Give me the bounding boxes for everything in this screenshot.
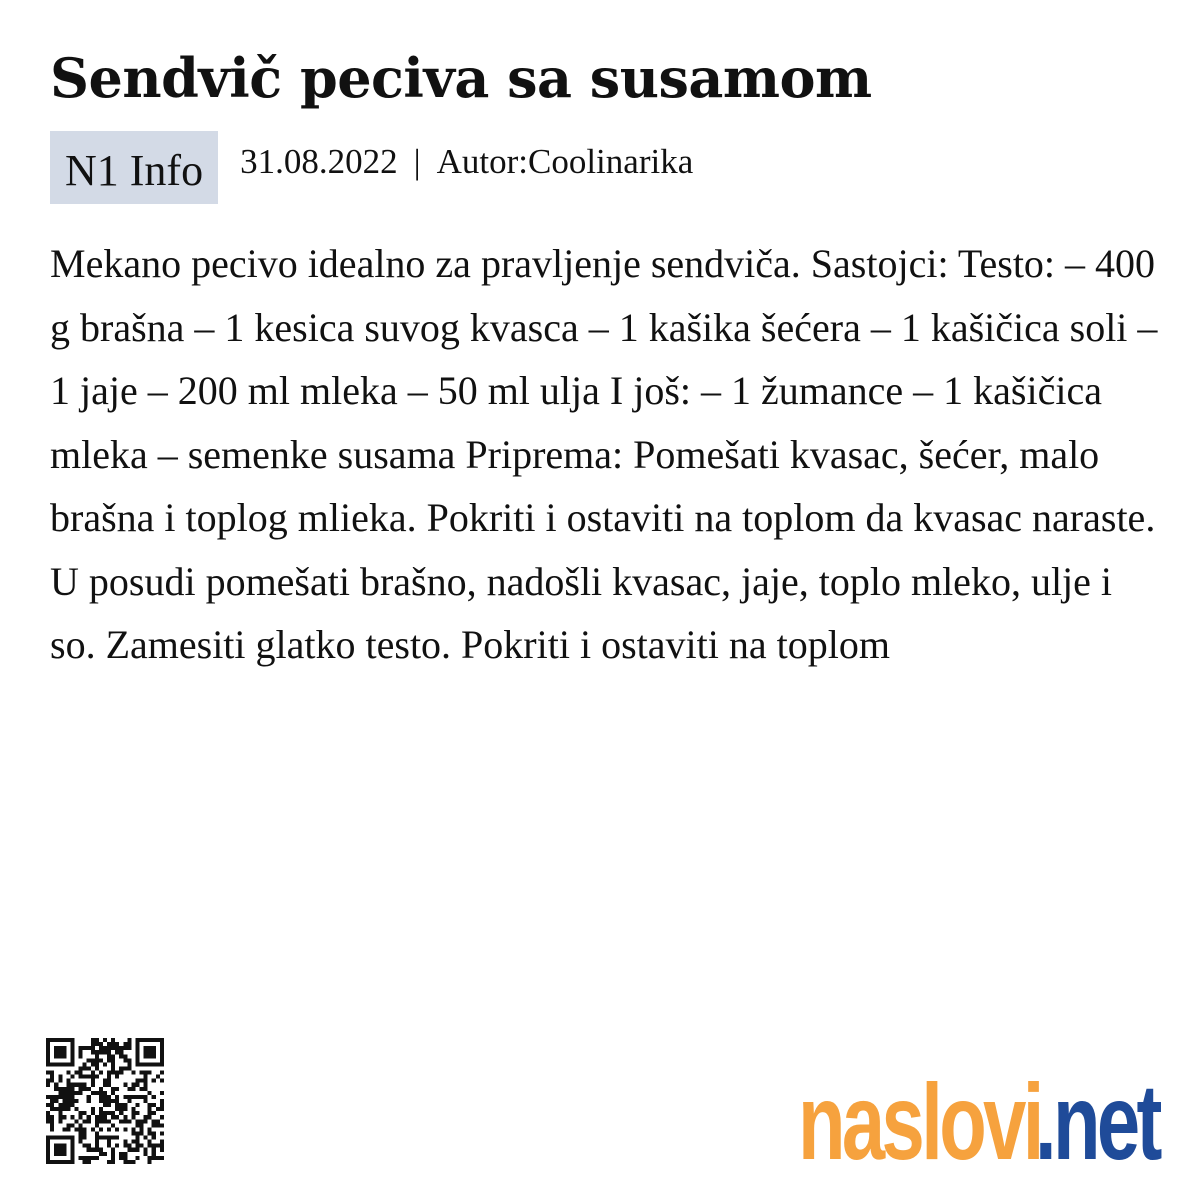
site-logo[interactable] xyxy=(798,1061,1200,1182)
logo-text-secondary: .net xyxy=(1035,1061,1159,1182)
source-badge[interactable]: N1 Info xyxy=(50,131,218,204)
article-meta xyxy=(50,131,693,204)
logo-text-primary: naslovi xyxy=(798,1061,1041,1182)
article-title: Sendvič peciva sa susamom xyxy=(50,46,872,110)
article-author: Autor:Coolinarika xyxy=(436,141,694,181)
article-date: 31.08.2022 xyxy=(240,141,398,181)
qr-code-icon[interactable] xyxy=(45,1038,165,1164)
meta-info xyxy=(240,142,693,182)
meta-separator: | xyxy=(413,141,421,181)
article-body: Mekano pecivo idealno za pravljenje sendviča. Sastojci: Testo: – 400 g brašna – 1 kesica suvog kvasca – 1 kašika šećera – 1 kašičica soli – 1 jaje – 200 ml mleka – 50 ml ulja I još: – 1 žumance – 1 kašičica mleka – semenke susama Priprema: Pomešati kvasac, šećer, malo brašna i toplog mlieka. Pokriti i ostaviti na toplom da kvasac naraste. U posudi pomešati brašno, nadošli kvasac, jaje, toplo mleko, ulje i so. Zamesiti glatko testo. Pokriti i ostaviti na toplom xyxy=(50,241,1158,667)
